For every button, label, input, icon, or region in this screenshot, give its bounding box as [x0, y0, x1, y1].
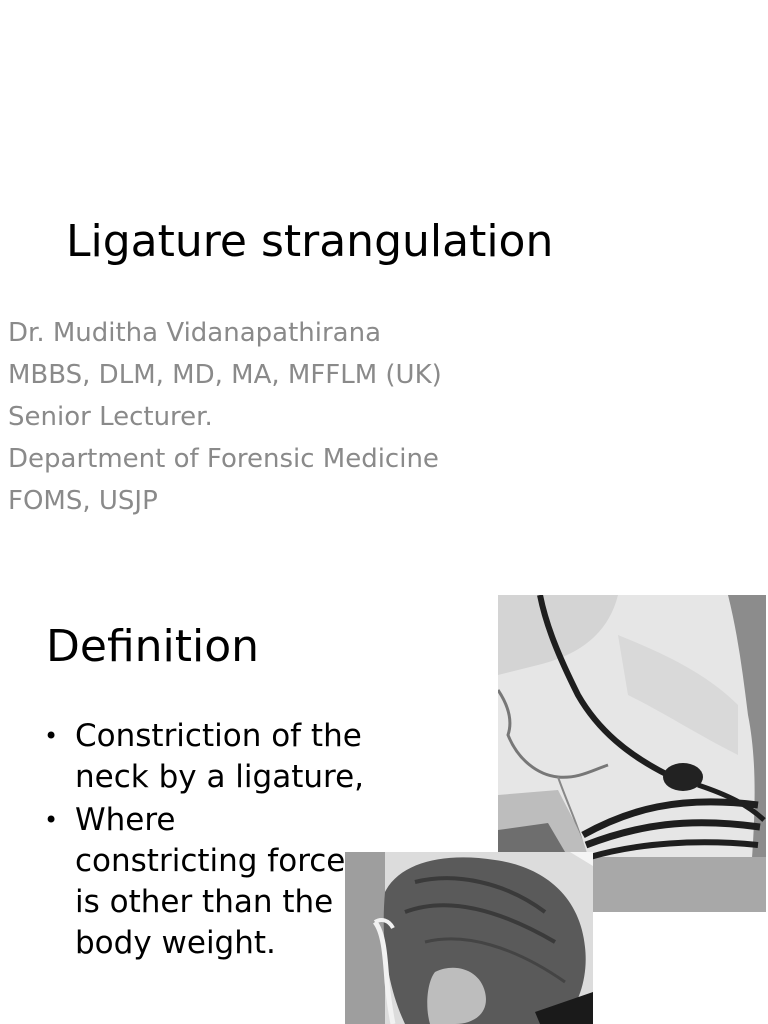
author-info	[8, 312, 442, 522]
ligature-head-illustration	[345, 852, 593, 1024]
bullet-icon: •	[44, 806, 59, 834]
definition-bullets	[44, 716, 364, 966]
bullet-icon: •	[44, 722, 59, 750]
definition-heading: Definition	[46, 621, 260, 672]
bullet-text: Where constricting force is other than the body weight.	[75, 802, 346, 961]
author-department: Department of Forensic Medicine	[8, 444, 439, 474]
bullet-item	[44, 716, 364, 798]
bullet-text: Constriction of the neck by a ligature,	[75, 718, 364, 795]
ligature-head-photo	[345, 852, 593, 1024]
author-institution: FOMS, USJP	[8, 486, 158, 516]
slide-title: Ligature strangulation	[66, 216, 554, 267]
author-name: Dr. Muditha Vidanapathirana	[8, 318, 382, 348]
author-position: Senior Lecturer.	[8, 402, 213, 432]
author-qualifications: MBBS, DLM, MD, MA, MFFLM (UK)	[8, 360, 442, 390]
bullet-item	[44, 800, 364, 964]
